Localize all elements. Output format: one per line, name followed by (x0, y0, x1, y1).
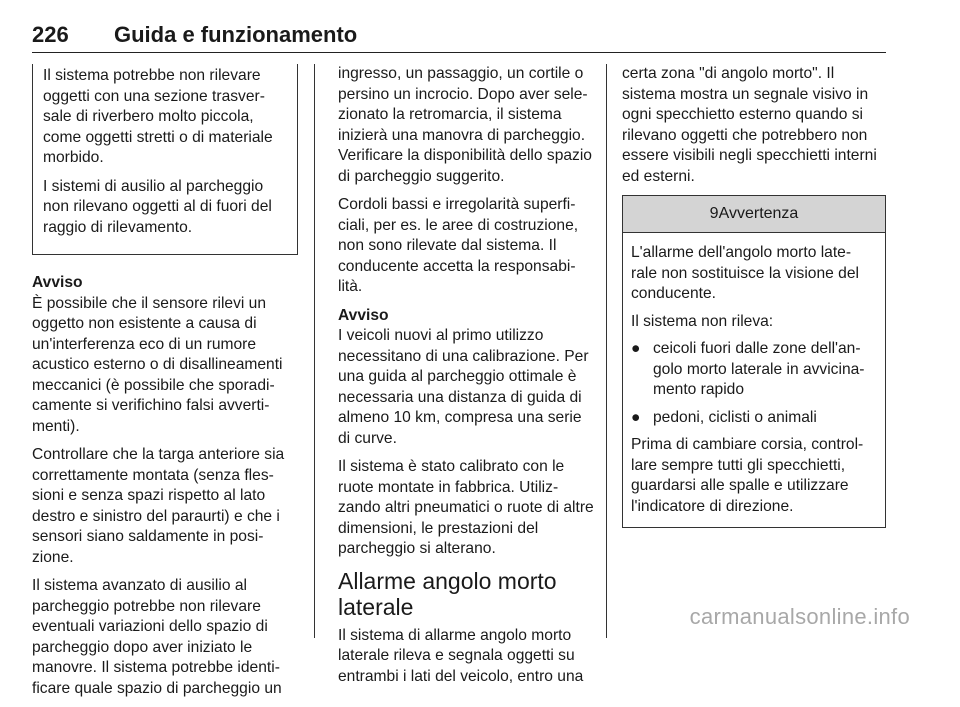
section-heading: Allarme angolo morto laterale (338, 567, 557, 620)
list-item-text: pedoni, ciclisti o animali (653, 408, 817, 426)
page-title: Guida e funzionamento (114, 22, 358, 47)
column-2 (338, 64, 596, 695)
page-number: 226 (32, 22, 69, 47)
body-paragraph: certa zona "di angolo morto". Il sistema mostra un segnale visivo in ogni specchietto esterno quando si rilevano oggetti che potrebbero non essere visibili negli specchietti interni ed esterni. (622, 65, 877, 185)
body-paragraph: ingresso, un passaggio, un cortile o persino un incrocio. Dopo aver sele-zionato la retromarcia, il sistema inizierà una manovra di parcheggio. Verificare la disponibilità dello spazio di parcheggio suggerito. (338, 65, 592, 185)
body-paragraph: Cordoli bassi e irregolarità superfi-ciali, per es. le aree di costruzione, non sono rilevate dal sistema. Il conducente accetta la responsabi-lità. (338, 196, 579, 295)
list-item (631, 408, 877, 429)
note-paragraph: I veicoli nuovi al primo utilizzo necessitano di una calibrazione. Per una guida al parcheggio ottimale è necessaria una distanza di guida di almeno 10 km, compresa una serie di curve. (338, 327, 589, 447)
note-label: Avviso (338, 306, 389, 324)
bullet-icon: ● (631, 340, 641, 357)
body-paragraph: Controllare che la targa anteriore sia correttamente montata (senza fles-sioni e senza spazi rispetto al lato destro e sinistro del paraurti) e che i sensori siano saldamente in posi-zione. (32, 446, 285, 566)
note-label: Avviso (32, 274, 83, 291)
warning-header (623, 196, 885, 233)
list-item-text: ceicoli fuori dalle zone dell'an-golo morto laterale in avvicina-mento rapido (653, 340, 865, 398)
column-1 (32, 64, 298, 707)
warning-box (622, 195, 886, 528)
note-paragraph: Il sistema potrebbe non rilevare oggetti con una sezione trasver-sale di riverbero molto piccola, come oggetti stretti o di materiale morbido. (43, 67, 273, 166)
column-3 (622, 64, 886, 528)
note-paragraph: Il sistema è stato calibrato con le ruote montate in fabbrica. Utiliz-zando altri pneumatici o ruote di altre dimensioni, le prestazioni del parcheggio si alterano. (338, 458, 594, 557)
warning-body (623, 233, 885, 527)
continued-note-box (32, 64, 298, 255)
column-divider (314, 64, 315, 638)
body-paragraph: Il sistema avanzato di ausilio al parcheggio potrebbe non rilevare eventuali variazioni dello spazio di parcheggio dopo aver iniziato le manovre. Il sistema potrebbe identi-ficare quale spazio di parcheggio un (32, 577, 282, 697)
note-paragraph: I sistemi di ausilio al parcheggio non rilevano oggetti al di fuori del raggio di rilevamento. (43, 177, 272, 236)
warning-paragraph: Prima di cambiare corsia, control-lare sempre tutti gli specchietti, guardarsi alle spalle e utilizzare l'indicatore di direzione. (631, 436, 864, 515)
list-item (631, 339, 877, 401)
warning-paragraph: L'allarme dell'angolo morto late-rale non sostituisce la visione del conducente. (631, 244, 859, 302)
warning-icon: 9 (709, 205, 719, 222)
warning-paragraph: Il sistema non rileva: (631, 312, 774, 330)
column-divider (606, 64, 607, 638)
body-paragraph: Il sistema di allarme angolo morto laterale rileva e segnala oggetti su entrambi i lati del veicolo, entro una (338, 626, 584, 685)
body-paragraph: È possibile che il sensore rilevi un oggetto non esistente a causa di un'interferenza eco di un rumore acustico esterno o di disallineamenti meccanici (è possibile che sporadi-camente si verifichino falsi avverti-menti). (32, 294, 283, 435)
page-header (32, 22, 886, 53)
warning-title: Avvertenza (718, 205, 799, 222)
bullet-icon: ● (631, 408, 641, 426)
watermark: carmanualsonline.info (689, 604, 910, 629)
